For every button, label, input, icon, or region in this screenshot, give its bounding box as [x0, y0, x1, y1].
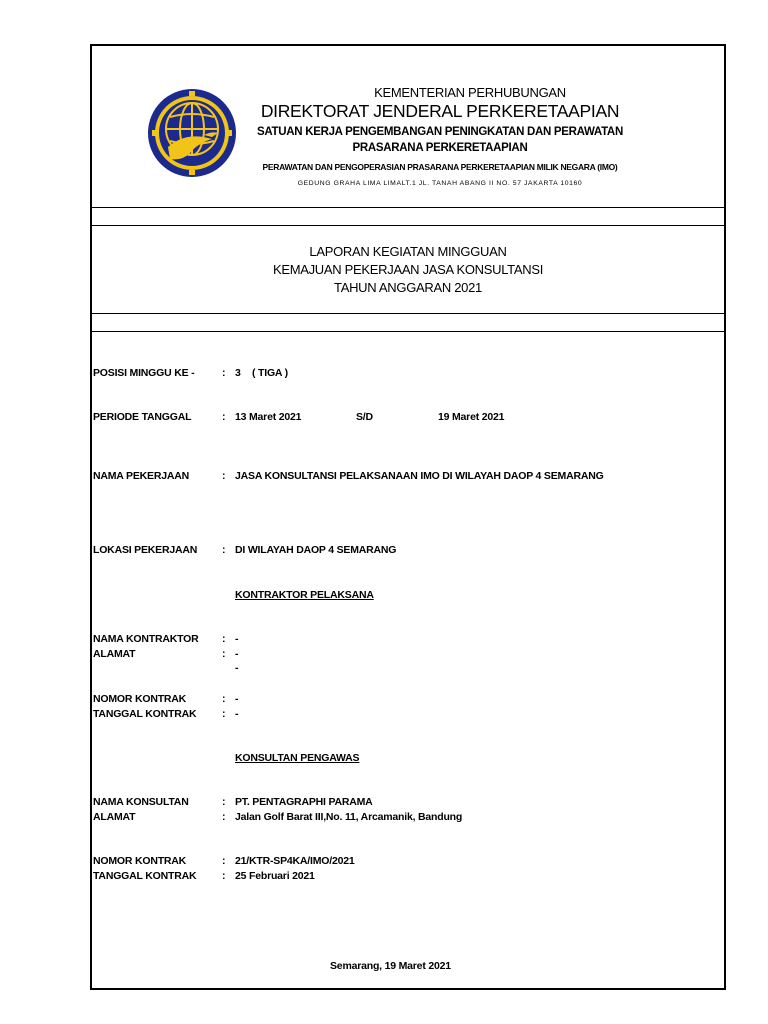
period-separator: S/D [356, 411, 373, 423]
work-unit-line2: PRASARANA PERKERETAAPIAN [352, 142, 528, 154]
contractor-contract-number-label: NOMOR KONTRAK [93, 693, 187, 705]
week-position-words: ( TIGA ) [252, 367, 288, 379]
report-title-line1: LAPORAN KEGIATAN MINGGUAN [309, 244, 507, 259]
contractor-address-value: - [235, 648, 239, 660]
colon: : [222, 648, 226, 660]
colon: : [222, 855, 226, 867]
period-end: 19 Maret 2021 [438, 411, 505, 423]
colon: : [222, 693, 226, 705]
colon: : [222, 870, 226, 882]
contractor-heading: KONTRAKTOR PELAKSANA [235, 589, 374, 601]
consultant-contract-number-label: NOMOR KONTRAK [93, 855, 187, 867]
contractor-name-label: NAMA KONTRAKTOR [93, 633, 199, 645]
colon: : [222, 633, 226, 645]
consultant-contract-date-label: TANGGAL KONTRAK [93, 870, 197, 882]
colon: : [222, 470, 226, 482]
contractor-contract-number-value: - [235, 693, 239, 705]
ministry-logo-icon [146, 87, 238, 179]
job-name-value: JASA KONSULTANSI PELAKSANAAN IMO DI WILAYAH DAOP 4 SEMARANG [235, 470, 604, 482]
week-position-label: POSISI MINGGU KE - [93, 367, 195, 379]
contractor-address-value: - [235, 662, 239, 674]
divider [90, 313, 726, 314]
colon: : [222, 708, 226, 720]
ministry-name: KEMENTERIAN PERHUBUNGAN [374, 85, 566, 100]
divider [90, 225, 726, 226]
location-value: DI WILAYAH DAOP 4 SEMARANG [235, 544, 397, 556]
consultant-contract-date-value: 25 Februari 2021 [235, 870, 315, 882]
contractor-name-value: - [235, 633, 239, 645]
job-name-label: NAMA PEKERJAAN [93, 470, 189, 482]
colon: : [222, 411, 226, 423]
period-label: PERIODE TANGGAL [93, 411, 192, 423]
contractor-address-label: ALAMAT [93, 648, 136, 660]
directorate-name: DIREKTORAT JENDERAL PERKERETAAPIAN [260, 101, 620, 121]
program-name: PERAWATAN DAN PENGOPERASIAN PRASARANA PERKERETAAPIAN MILIK NEGARA (IMO) [262, 162, 618, 172]
office-address: GEDUNG GRAHA LIMA LIMALT.1 JL. TANAH ABANG II NO. 57 JAKARTA 10160 [297, 180, 583, 187]
contractor-contract-date-value: - [235, 708, 239, 720]
consultant-heading: KONSULTAN PENGAWAS [235, 752, 360, 764]
consultant-name-value: PT. PENTAGRAPHI PARAMA [235, 796, 373, 808]
consultant-address-label: ALAMAT [93, 811, 136, 823]
consultant-name-label: NAMA KONSULTAN [93, 796, 189, 808]
report-title-line2: KEMAJUAN PEKERJAAN JASA KONSULTANSI [272, 262, 544, 277]
divider [90, 331, 726, 332]
colon: : [222, 811, 226, 823]
place-and-date: Semarang, 19 Maret 2021 [330, 960, 451, 972]
consultant-address-value: Jalan Golf Barat III,No. 11, Arcamanik, Bandung [235, 811, 463, 823]
period-start: 13 Maret 2021 [235, 411, 302, 423]
work-unit-line1: SATUAN KERJA PENGEMBANGAN PENINGKATAN DAN PERAWATAN [257, 126, 623, 138]
location-label: LOKASI PEKERJAAN [93, 544, 198, 556]
consultant-contract-number-value: 21/KTR-SP4KA/IMO/2021 [235, 855, 355, 867]
colon: : [222, 367, 226, 379]
colon: : [222, 796, 226, 808]
report-title-line3: TAHUN ANGGARAN 2021 [334, 280, 482, 295]
contractor-contract-date-label: TANGGAL KONTRAK [93, 708, 197, 720]
week-position-value: 3 [235, 367, 241, 379]
colon: : [222, 544, 226, 556]
divider [90, 207, 726, 208]
